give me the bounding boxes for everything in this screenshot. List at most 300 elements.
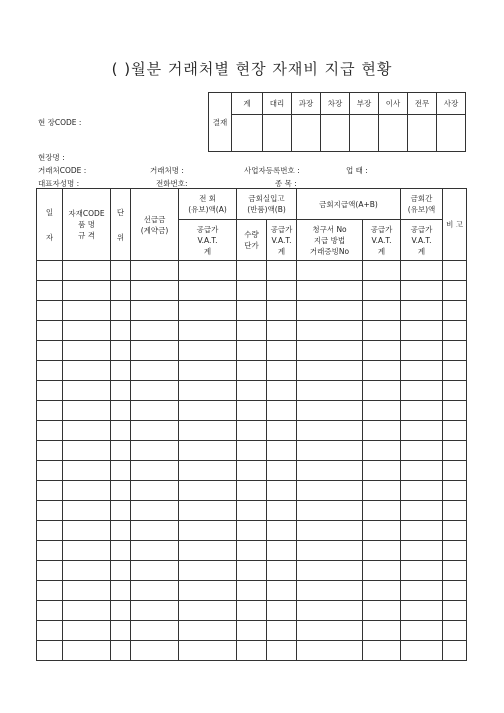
table-cell[interactable] bbox=[131, 561, 179, 581]
table-cell[interactable] bbox=[179, 481, 237, 501]
table-cell[interactable] bbox=[179, 321, 237, 341]
table-cell[interactable] bbox=[37, 561, 63, 581]
table-cell[interactable] bbox=[267, 481, 297, 501]
table-cell[interactable] bbox=[401, 381, 443, 401]
table-cell[interactable] bbox=[179, 401, 237, 421]
table-cell[interactable] bbox=[363, 481, 401, 501]
table-cell[interactable] bbox=[401, 621, 443, 641]
table-cell[interactable] bbox=[179, 441, 237, 461]
table-cell[interactable] bbox=[179, 621, 237, 641]
header-incoming bbox=[237, 189, 297, 220]
signature-box[interactable] bbox=[379, 115, 408, 152]
table-cell[interactable] bbox=[267, 381, 297, 401]
sub-current bbox=[401, 220, 443, 261]
table-cell[interactable] bbox=[63, 281, 111, 301]
table-cell[interactable] bbox=[37, 301, 63, 321]
sub-supply: 공급가 bbox=[196, 224, 219, 234]
table-cell[interactable] bbox=[37, 481, 63, 501]
table-cell[interactable] bbox=[401, 401, 443, 421]
sub-total: 계 bbox=[377, 246, 386, 256]
table-cell[interactable] bbox=[297, 361, 363, 381]
table-cell[interactable] bbox=[237, 361, 267, 381]
table-row bbox=[37, 381, 467, 401]
table-cell[interactable] bbox=[237, 601, 267, 621]
table-cell[interactable] bbox=[267, 341, 297, 361]
table-cell[interactable] bbox=[37, 621, 63, 641]
header-unit-line2: 위 bbox=[116, 232, 125, 242]
table-cell[interactable] bbox=[401, 321, 443, 341]
table-cell[interactable] bbox=[111, 261, 131, 281]
table-cell[interactable] bbox=[111, 641, 131, 661]
table-cell[interactable] bbox=[297, 401, 363, 421]
table-row bbox=[37, 581, 467, 601]
table-cell[interactable] bbox=[267, 501, 297, 521]
table-cell[interactable] bbox=[363, 421, 401, 441]
table-cell[interactable] bbox=[237, 521, 267, 541]
table-cell[interactable] bbox=[443, 501, 467, 521]
table-cell[interactable] bbox=[37, 381, 63, 401]
table-cell[interactable] bbox=[63, 581, 111, 601]
table-row bbox=[37, 301, 467, 321]
table-cell[interactable] bbox=[63, 261, 111, 281]
table-cell[interactable] bbox=[401, 301, 443, 321]
table-cell[interactable] bbox=[363, 581, 401, 601]
sub-total: 계 bbox=[203, 246, 212, 256]
table-cell[interactable] bbox=[63, 441, 111, 461]
header-date-line1: 일 bbox=[45, 207, 54, 217]
table-cell[interactable] bbox=[111, 581, 131, 601]
table-cell[interactable] bbox=[131, 621, 179, 641]
sub-vat: V.A.T. bbox=[197, 235, 218, 245]
table-row bbox=[37, 401, 467, 421]
header-prev-line2: (유보)액(A) bbox=[188, 205, 227, 214]
signature-box[interactable] bbox=[292, 115, 321, 152]
table-cell[interactable] bbox=[63, 521, 111, 541]
table-cell[interactable] bbox=[443, 561, 467, 581]
table-cell[interactable] bbox=[37, 281, 63, 301]
table-cell[interactable] bbox=[267, 601, 297, 621]
table-cell[interactable] bbox=[237, 501, 267, 521]
header-advance-line1: 선급금 bbox=[143, 214, 166, 224]
table-cell[interactable] bbox=[63, 341, 111, 361]
table-cell[interactable] bbox=[63, 461, 111, 481]
sub-qty-line1: 수량 bbox=[244, 230, 259, 239]
table-cell[interactable] bbox=[267, 361, 297, 381]
vendor-name-label: 거래처명 : bbox=[150, 166, 184, 175]
table-cell[interactable] bbox=[443, 281, 467, 301]
table-cell[interactable] bbox=[297, 421, 363, 441]
table-cell[interactable] bbox=[443, 261, 467, 281]
table-cell[interactable] bbox=[401, 361, 443, 381]
signature-box[interactable] bbox=[232, 115, 263, 152]
table-cell[interactable] bbox=[179, 341, 237, 361]
table-cell[interactable] bbox=[363, 381, 401, 401]
table-cell[interactable] bbox=[111, 401, 131, 421]
table-cell[interactable] bbox=[37, 421, 63, 441]
sub-supply: 공급가 bbox=[410, 224, 433, 234]
table-cell[interactable] bbox=[297, 541, 363, 561]
table-row bbox=[37, 461, 467, 481]
representative-label: 대표자성명 : bbox=[38, 179, 80, 188]
table-cell[interactable] bbox=[363, 261, 401, 281]
table-cell[interactable] bbox=[363, 601, 401, 621]
table-cell[interactable] bbox=[237, 261, 267, 281]
table-cell[interactable] bbox=[237, 541, 267, 561]
signature-box[interactable] bbox=[408, 115, 437, 152]
table-cell[interactable] bbox=[363, 341, 401, 361]
table-cell[interactable] bbox=[297, 621, 363, 641]
table-cell[interactable] bbox=[179, 581, 237, 601]
approval-label: 결재 bbox=[209, 93, 232, 152]
table-cell[interactable] bbox=[131, 421, 179, 441]
table-cell[interactable] bbox=[237, 441, 267, 461]
table-cell[interactable] bbox=[443, 381, 467, 401]
signature-box[interactable] bbox=[321, 115, 350, 152]
table-cell[interactable] bbox=[131, 641, 179, 661]
table-cell[interactable] bbox=[131, 441, 179, 461]
table-cell[interactable] bbox=[443, 341, 467, 361]
table-row bbox=[37, 521, 467, 541]
header-material-line2: 품 명 bbox=[78, 220, 95, 229]
table-cell[interactable] bbox=[443, 481, 467, 501]
sub-qty-line2: 단가 bbox=[244, 241, 259, 250]
table-cell[interactable] bbox=[363, 641, 401, 661]
header-date-line2: 자 bbox=[45, 232, 54, 242]
table-cell[interactable] bbox=[111, 361, 131, 381]
table-cell[interactable] bbox=[131, 581, 179, 601]
sub-claim-line1: 청구서 No bbox=[312, 224, 347, 234]
page-title: ( )월분 거래처별 현장 자재비 지급 현황 bbox=[111, 60, 393, 78]
header-material bbox=[63, 189, 111, 261]
table-cell[interactable] bbox=[179, 281, 237, 301]
table-cell[interactable] bbox=[297, 641, 363, 661]
table-row bbox=[37, 561, 467, 581]
table-cell[interactable] bbox=[363, 441, 401, 461]
table-row bbox=[37, 501, 467, 521]
table-cell[interactable] bbox=[37, 581, 63, 601]
table-cell[interactable] bbox=[401, 421, 443, 441]
table-cell[interactable] bbox=[401, 581, 443, 601]
table-cell[interactable] bbox=[237, 621, 267, 641]
table-cell[interactable] bbox=[267, 321, 297, 341]
table-cell[interactable] bbox=[443, 461, 467, 481]
table-cell[interactable] bbox=[443, 321, 467, 341]
table-cell[interactable] bbox=[267, 541, 297, 561]
table-cell[interactable] bbox=[267, 561, 297, 581]
table-cell[interactable] bbox=[443, 301, 467, 321]
table-cell[interactable] bbox=[363, 461, 401, 481]
site-code-label: 현 장CODE : bbox=[38, 118, 82, 127]
table-cell[interactable] bbox=[401, 461, 443, 481]
table-cell[interactable] bbox=[179, 461, 237, 481]
sub-claim-line2: 지급 방법 bbox=[313, 235, 346, 245]
table-cell[interactable] bbox=[63, 541, 111, 561]
table-cell[interactable] bbox=[363, 501, 401, 521]
table-cell[interactable] bbox=[363, 301, 401, 321]
table-cell[interactable] bbox=[267, 441, 297, 461]
table-cell[interactable] bbox=[237, 641, 267, 661]
table-row bbox=[37, 421, 467, 441]
table-cell[interactable] bbox=[179, 361, 237, 381]
table-cell[interactable] bbox=[37, 361, 63, 381]
table-cell[interactable] bbox=[443, 401, 467, 421]
table-cell[interactable] bbox=[131, 301, 179, 321]
table-cell[interactable] bbox=[37, 341, 63, 361]
table-row bbox=[37, 621, 467, 641]
sub-total: 계 bbox=[277, 246, 286, 256]
table-cell[interactable] bbox=[131, 341, 179, 361]
table-cell[interactable] bbox=[179, 541, 237, 561]
table-cell[interactable] bbox=[63, 621, 111, 641]
table-cell[interactable] bbox=[179, 561, 237, 581]
table-cell[interactable] bbox=[401, 481, 443, 501]
table-cell[interactable] bbox=[443, 521, 467, 541]
table-row bbox=[37, 481, 467, 501]
table-cell[interactable] bbox=[297, 521, 363, 541]
table-cell[interactable] bbox=[37, 601, 63, 621]
table-cell[interactable] bbox=[37, 641, 63, 661]
sub-vat: V.A.T. bbox=[411, 235, 432, 245]
header-material-line1: 자재CODE bbox=[68, 209, 105, 218]
table-cell[interactable] bbox=[131, 381, 179, 401]
table-cell[interactable] bbox=[131, 361, 179, 381]
table-cell[interactable] bbox=[443, 361, 467, 381]
table-row bbox=[37, 641, 467, 661]
header-current-line1: 금회간 bbox=[410, 194, 433, 203]
vendor-code-label: 거래처CODE : bbox=[38, 166, 87, 175]
table-cell[interactable] bbox=[37, 521, 63, 541]
table-cell[interactable] bbox=[131, 321, 179, 341]
table-cell[interactable] bbox=[131, 461, 179, 481]
table-row bbox=[37, 321, 467, 341]
header-incoming-line1: 금회실입고 bbox=[248, 194, 285, 203]
table-cell[interactable] bbox=[267, 461, 297, 481]
header-date bbox=[37, 189, 63, 261]
table-cell[interactable] bbox=[401, 641, 443, 661]
header-unit-line1: 단 bbox=[116, 207, 125, 217]
approval-header: 과장 bbox=[292, 93, 321, 115]
table-cell[interactable] bbox=[111, 481, 131, 501]
table-cell[interactable] bbox=[37, 441, 63, 461]
table-cell[interactable] bbox=[63, 381, 111, 401]
table-cell[interactable] bbox=[237, 461, 267, 481]
table-cell[interactable] bbox=[131, 401, 179, 421]
table-cell[interactable] bbox=[267, 261, 297, 281]
table-cell[interactable] bbox=[363, 401, 401, 421]
header-unit bbox=[111, 189, 131, 261]
table-cell[interactable] bbox=[131, 261, 179, 281]
table-cell[interactable] bbox=[111, 381, 131, 401]
sub-payment bbox=[363, 220, 401, 261]
table-cell[interactable] bbox=[63, 401, 111, 421]
table-cell[interactable] bbox=[63, 641, 111, 661]
table-cell[interactable] bbox=[297, 341, 363, 361]
table-cell[interactable] bbox=[179, 601, 237, 621]
table-cell[interactable] bbox=[237, 421, 267, 441]
table-cell[interactable] bbox=[37, 501, 63, 521]
table-cell[interactable] bbox=[297, 581, 363, 601]
business-type-label: 업 태 : bbox=[346, 166, 368, 175]
table-cell[interactable] bbox=[363, 361, 401, 381]
table-cell[interactable] bbox=[297, 281, 363, 301]
sub-prev bbox=[179, 220, 237, 261]
table-cell[interactable] bbox=[237, 561, 267, 581]
table-cell[interactable] bbox=[111, 621, 131, 641]
table-cell[interactable] bbox=[297, 501, 363, 521]
table-cell[interactable] bbox=[267, 641, 297, 661]
table-cell[interactable] bbox=[237, 301, 267, 321]
table-cell[interactable] bbox=[363, 321, 401, 341]
sub-vat: V.A.T. bbox=[371, 235, 392, 245]
table-cell[interactable] bbox=[363, 541, 401, 561]
table-cell[interactable] bbox=[111, 301, 131, 321]
table-cell[interactable] bbox=[63, 601, 111, 621]
table-cell[interactable] bbox=[267, 421, 297, 441]
table-cell[interactable] bbox=[363, 561, 401, 581]
table-cell[interactable] bbox=[111, 501, 131, 521]
table-cell[interactable] bbox=[179, 381, 237, 401]
table-cell[interactable] bbox=[179, 261, 237, 281]
table-cell[interactable] bbox=[297, 601, 363, 621]
table-cell[interactable] bbox=[443, 581, 467, 601]
table-cell[interactable] bbox=[237, 321, 267, 341]
sub-supply: 공급가 bbox=[370, 224, 393, 234]
table-cell[interactable] bbox=[179, 641, 237, 661]
table-cell[interactable] bbox=[401, 441, 443, 461]
table-cell[interactable] bbox=[63, 421, 111, 441]
table-cell[interactable] bbox=[131, 501, 179, 521]
table-cell[interactable] bbox=[63, 501, 111, 521]
table-cell[interactable] bbox=[131, 521, 179, 541]
table-cell[interactable] bbox=[363, 521, 401, 541]
table-cell[interactable] bbox=[401, 281, 443, 301]
table-cell[interactable] bbox=[297, 261, 363, 281]
table-cell[interactable] bbox=[267, 401, 297, 421]
table-cell[interactable] bbox=[297, 381, 363, 401]
table-cell[interactable] bbox=[37, 541, 63, 561]
table-cell[interactable] bbox=[37, 461, 63, 481]
header-current bbox=[401, 189, 443, 220]
approval-header: 차장 bbox=[321, 93, 350, 115]
table-cell[interactable] bbox=[401, 521, 443, 541]
table-cell[interactable] bbox=[111, 281, 131, 301]
header-advance bbox=[131, 189, 179, 261]
table-cell[interactable] bbox=[111, 601, 131, 621]
table-cell[interactable] bbox=[111, 541, 131, 561]
table-cell[interactable] bbox=[179, 521, 237, 541]
table-cell[interactable] bbox=[111, 341, 131, 361]
table-cell[interactable] bbox=[63, 361, 111, 381]
table-cell[interactable] bbox=[267, 521, 297, 541]
table-cell[interactable] bbox=[63, 481, 111, 501]
table-cell[interactable] bbox=[111, 441, 131, 461]
signature-box[interactable] bbox=[350, 115, 379, 152]
table-cell[interactable] bbox=[111, 461, 131, 481]
approval-header: 사장 bbox=[437, 93, 466, 115]
table-cell[interactable] bbox=[37, 261, 63, 281]
sub-incoming bbox=[267, 220, 297, 261]
table-cell[interactable] bbox=[363, 621, 401, 641]
table-cell[interactable] bbox=[443, 421, 467, 441]
table-cell[interactable] bbox=[443, 641, 467, 661]
table-cell[interactable] bbox=[401, 601, 443, 621]
table-cell[interactable] bbox=[237, 341, 267, 361]
table-cell[interactable] bbox=[237, 481, 267, 501]
table-cell[interactable] bbox=[401, 541, 443, 561]
table-cell[interactable] bbox=[237, 381, 267, 401]
approval-header: 대리 bbox=[263, 93, 292, 115]
header-prev bbox=[179, 189, 237, 220]
table-cell[interactable] bbox=[131, 481, 179, 501]
table-cell[interactable] bbox=[179, 421, 237, 441]
table-cell[interactable] bbox=[131, 541, 179, 561]
table-cell[interactable] bbox=[179, 301, 237, 321]
header-incoming-line2: (반품)액(B) bbox=[247, 205, 286, 214]
table-cell[interactable] bbox=[111, 321, 131, 341]
table-cell[interactable] bbox=[179, 501, 237, 521]
table-cell[interactable] bbox=[63, 301, 111, 321]
table-cell[interactable] bbox=[443, 441, 467, 461]
sub-qty bbox=[237, 220, 267, 261]
table-cell[interactable] bbox=[37, 401, 63, 421]
table-cell[interactable] bbox=[111, 561, 131, 581]
table-cell[interactable] bbox=[37, 321, 63, 341]
table-cell[interactable] bbox=[111, 521, 131, 541]
table-cell[interactable] bbox=[401, 261, 443, 281]
table-row bbox=[37, 441, 467, 461]
table-cell[interactable] bbox=[297, 561, 363, 581]
table-cell[interactable] bbox=[267, 281, 297, 301]
table-cell[interactable] bbox=[297, 321, 363, 341]
table-row bbox=[37, 341, 467, 361]
table-cell[interactable] bbox=[297, 461, 363, 481]
header-material-line3: 규 격 bbox=[78, 231, 95, 240]
table-cell[interactable] bbox=[297, 441, 363, 461]
approval-header: 이사 bbox=[379, 93, 408, 115]
table-cell[interactable] bbox=[131, 601, 179, 621]
table-cell[interactable] bbox=[401, 501, 443, 521]
table-cell[interactable] bbox=[111, 421, 131, 441]
table-cell[interactable] bbox=[267, 621, 297, 641]
table-cell[interactable] bbox=[297, 301, 363, 321]
table-cell[interactable] bbox=[297, 481, 363, 501]
table-cell[interactable] bbox=[237, 281, 267, 301]
table-cell[interactable] bbox=[443, 621, 467, 641]
header-payment: 금회지급액(A+B) bbox=[297, 189, 401, 220]
item-label: 종 목 : bbox=[275, 179, 297, 188]
table-row bbox=[37, 361, 467, 381]
approval-header: 부장 bbox=[350, 93, 379, 115]
table-cell[interactable] bbox=[443, 601, 467, 621]
table-cell[interactable] bbox=[131, 281, 179, 301]
table-cell[interactable] bbox=[267, 581, 297, 601]
table-cell[interactable] bbox=[443, 541, 467, 561]
header-prev-line1: 전 회 bbox=[199, 194, 216, 203]
table-cell[interactable] bbox=[63, 561, 111, 581]
table-cell[interactable] bbox=[401, 341, 443, 361]
signature-box[interactable] bbox=[437, 115, 466, 152]
site-name-label: 현장명 : bbox=[38, 153, 65, 162]
approval-box bbox=[208, 92, 466, 152]
signature-box[interactable] bbox=[263, 115, 292, 152]
sub-total: 계 bbox=[417, 246, 426, 256]
table-cell[interactable] bbox=[267, 301, 297, 321]
table-cell[interactable] bbox=[401, 561, 443, 581]
table-cell[interactable] bbox=[63, 321, 111, 341]
table-cell[interactable] bbox=[237, 401, 267, 421]
table-cell[interactable] bbox=[363, 281, 401, 301]
table-cell[interactable] bbox=[237, 581, 267, 601]
